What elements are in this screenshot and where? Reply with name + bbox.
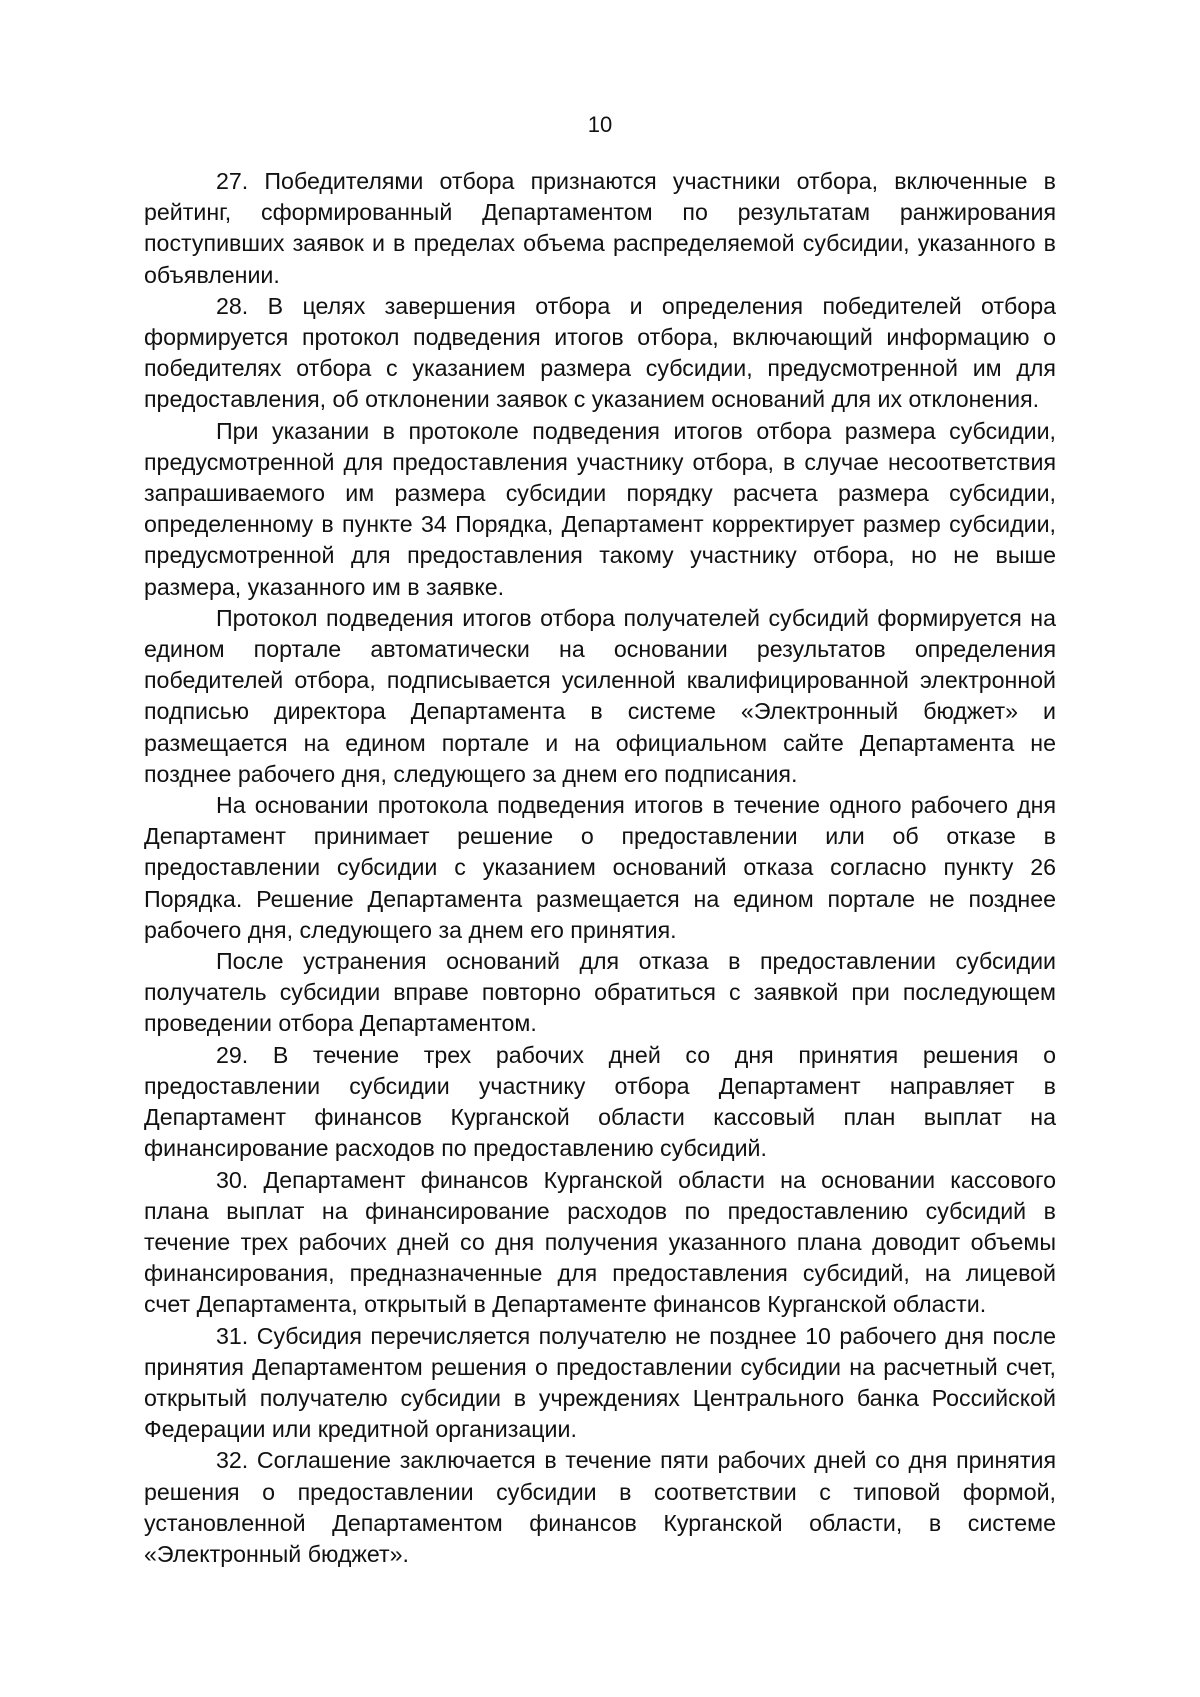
page-number: 10 [587, 112, 613, 137]
paragraph-27: 27. Победителями отбора признаются участники отбора, включенные в рейтинг, сформированный Департаментом по результатам ранжирования поступивших заявок и в пределах объема распределяемой субсидии, указанного в объявлении. [144, 168, 1056, 288]
paragraph-28-reapply: После устранения оснований для отказа в предоставлении субсидии получатель субсидии вправе повторно обратиться с заявкой при последующем проведении отбора Департаментом. [144, 948, 1056, 1037]
document-body [144, 166, 1056, 1570]
paragraph-28-protocol-size: При указании в протоколе подведения итогов отбора размера субсидии, предусмотренной для предоставления участнику отбора, в случае несоответствия запрашиваемого им размера субсидии порядку расчета размера субсидии, определенному в пункте 34 Порядка, Департамент корректирует размер субсидии, предусмотренной для предоставления такому участнику отбора, но не выше размера, указанного им в заявке. [144, 417, 1056, 600]
paragraph-28: 28. В целях завершения отбора и определения победителей отбора формируется протокол подведения итогов отбора, включающий информацию о победителях отбора с указанием размера субсидии, предусмотренной им для предоставления, об отклонении заявок с указанием оснований для их отклонения. [144, 292, 1056, 413]
paragraph-31: 31. Субсидия перечисляется получателю не позднее 10 рабочего дня после принятия Департаментом решения о предоставлении субсидии на расчетный счет, открытый получателю субсидии в учреждениях Центрального банка Российской Федерации или кредитной организации. [144, 1322, 1056, 1443]
paragraph-28-protocol-portal: Протокол подведения итогов отбора получателей субсидий формируется на едином портале автоматически на основании результатов определения победителей отбора, подписывается усиленной квалифицированной электронной подписью директора Департамента в системе «Электронный бюджет» и размещается на едином портале и на официальном сайте Департамента не позднее рабочего дня, следующего за днем его подписания. [144, 604, 1056, 787]
paragraph-28-decision: На основании протокола подведения итогов в течение одного рабочего дня Департамент принимает решение о предоставлении или об отказе в предоставлении субсидии с указанием оснований отказа согласно пункту 26 Порядка. Решение Департамента размещается на едином портале не позднее рабочего дня, следующего за днем его принятия. [144, 792, 1056, 943]
paragraph-29: 29. В течение трех рабочих дней со дня принятия решения о предоставлении субсидии участнику отбора Департамент направляет в Департамент финансов Курганской области кассовый план выплат на финансирование расходов по предоставлению субсидий. [144, 1041, 1056, 1162]
paragraph-30: 30. Департамент финансов Курганской области на основании кассового плана выплат на финансирование расходов по предоставлению субсидий в течение трех рабочих дней со дня получения указанного плана доводит объемы финансирования, предназначенные для предоставления субсидий, на лицевой счет Департамента, открытый в Департаменте финансов Курганской области. [144, 1166, 1056, 1318]
paragraph-32: 32. Соглашение заключается в течение пяти рабочих дней со дня принятия решения о предоставлении субсидии в соответствии с типовой формой, установленной Департаментом финансов Курганской области, в системе «Электронный бюджет». [144, 1447, 1056, 1567]
